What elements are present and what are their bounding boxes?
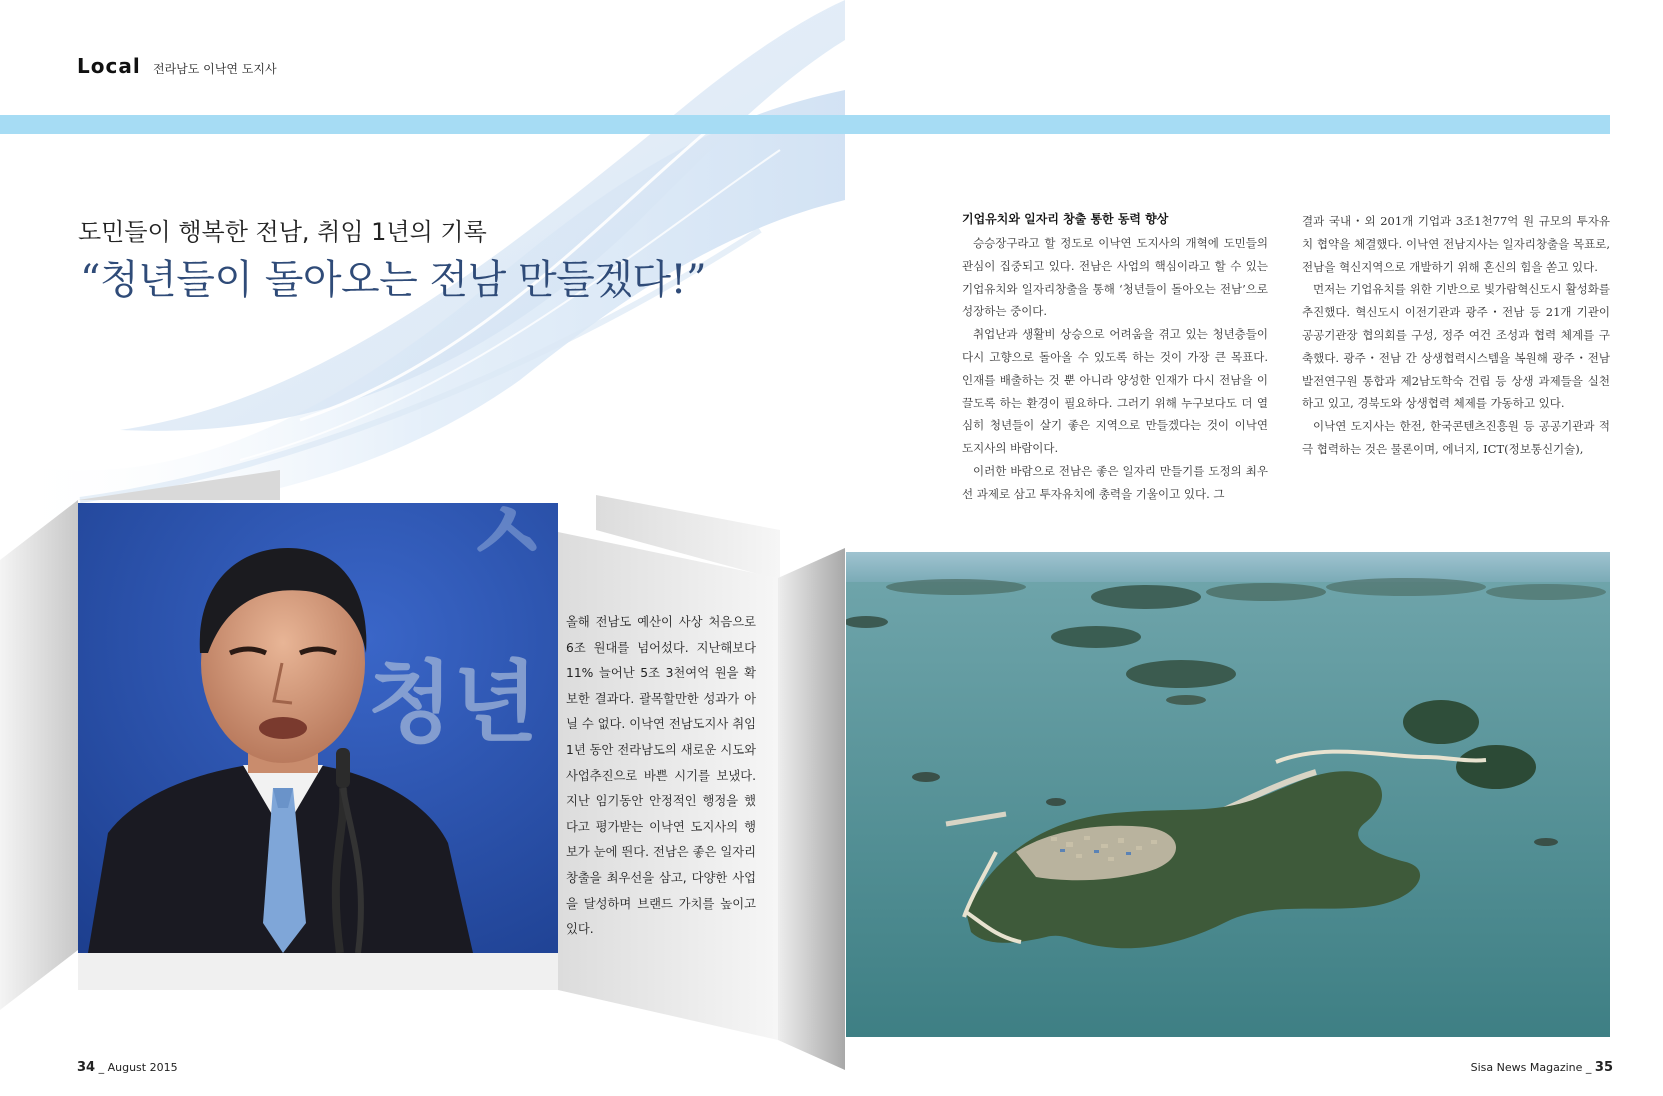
photo-caption: 올해 전남도 예산이 사상 처음으로 6조 원대를 넘어섰다. 지난해보다 11% 늘어난 5조 3천여억 원을 확보한 결과다. 괄목할만한 성과가 아닐 수 없다. 이낙연 전남도지사 취임 1년 동안 전라남도의 새로운 시도와 사업추진으로 바쁜 시기를 보냈다. 지난 임기동안 안정적인 행정을 했다고 평가받는 이낙연 도지사의 행보가 눈에 띈다. 전남은 좋은 일자리 창출을 최우선을 삼고, 다양한 사업을 달성하며 브랜드 가치를 높이고 있다. xyxy=(566,615,756,937)
folio-separator: _ xyxy=(1585,1061,1592,1074)
article-paragraph: 승승장구라고 할 정도로 이낙연 도지사의 개혁에 도민들의 관심이 집중되고 있다. 전남은 사업의 핵심이라고 할 수 있는 기업유치와 일자리창출을 통해 ‘청년들이 돌아오는 전남’으로 성장하는 중이다. xyxy=(962,236,1268,319)
article-paragraph: 이낙연 도지사는 한전, 한국콘텐츠진흥원 등 공공기관과 적극 협력하는 것은 물론이며, 에너지, ICT(정보통신기술), xyxy=(1302,419,1610,456)
page-number-right: 35 xyxy=(1594,1060,1613,1075)
article-kicker: 도민들이 행복한 전남, 취임 1년의 기록 xyxy=(78,218,487,246)
article-column-1 xyxy=(962,210,1268,506)
page-folio-left xyxy=(77,1060,178,1075)
section-subtitle: 전라남도 이낙연 도지사 xyxy=(153,62,277,76)
aerial-island-photo xyxy=(846,552,1610,1037)
page-folio-right xyxy=(1471,1060,1613,1075)
page-number-left: 34 xyxy=(77,1060,96,1075)
magazine-name: Sisa News Magazine xyxy=(1470,1061,1583,1074)
article-headline: “청년들이 돌아오는 전남 만들겠다!” xyxy=(80,257,707,303)
article-paragraph: 취업난과 생활비 상승으로 어려움을 겪고 있는 청년층들이 다시 고향으로 돌아올 수 있도록 하는 것이 가장 큰 목표다. 인재를 배출하는 것 뿐 아니라 양성한 인재가 다시 전남을 이끌도록 하는 환경이 필요하다. 그러기 위해 누구보다도 더 열심히 청년들이 살기 좋은 지역으로 만들겠다는 것이 이낙연 도지사의 바람이다. xyxy=(962,327,1268,456)
folio-separator: _ xyxy=(98,1061,105,1074)
article-paragraph: 이러한 바람으로 전남은 좋은 일자리 만들기를 도정의 최우선 과제로 삼고 투자유치에 총력을 기울이고 있다. 그 xyxy=(962,463,1268,501)
issue-date: August 2015 xyxy=(107,1061,178,1074)
header-stripe xyxy=(0,115,1610,134)
section-label: Local xyxy=(77,54,141,78)
article-paragraph: 결과 국내・외 201개 기업과 3조1천77억 원 규모의 투자유치 협약을 체결했다. 이낙연 전남지사는 일자리창출을 목표로, 전남을 혁신지역으로 개발하기 위해 혼신의 힘을 쏟고 있다. xyxy=(1302,214,1610,274)
article-column-2 xyxy=(1302,210,1610,461)
svg-text:ㅅ: ㅅ xyxy=(463,503,550,585)
photo-background-text: 청년 xyxy=(368,651,539,754)
portrait-photo xyxy=(78,503,558,953)
article-subheading: 기업유치와 일자리 창출 통한 동력 향상 xyxy=(962,212,1169,226)
article-paragraph: 먼저는 기업유치를 위한 기반으로 빛가람혁신도시 활성화를 추진했다. 혁신도시 이전기관과 광주・전남 등 21개 기관이 공공기관장 협의회를 구성, 정주 여건 조성과 협력 체계를 구축했다. 광주・전남 간 상생협력시스템을 복원해 광주・전남발전연구원 통합과 제2남도학숙 건립 등 상생 과제들을 실천하고 있고, 경북도와 상생협력 체제를 가동하고 있다. xyxy=(1302,282,1610,411)
